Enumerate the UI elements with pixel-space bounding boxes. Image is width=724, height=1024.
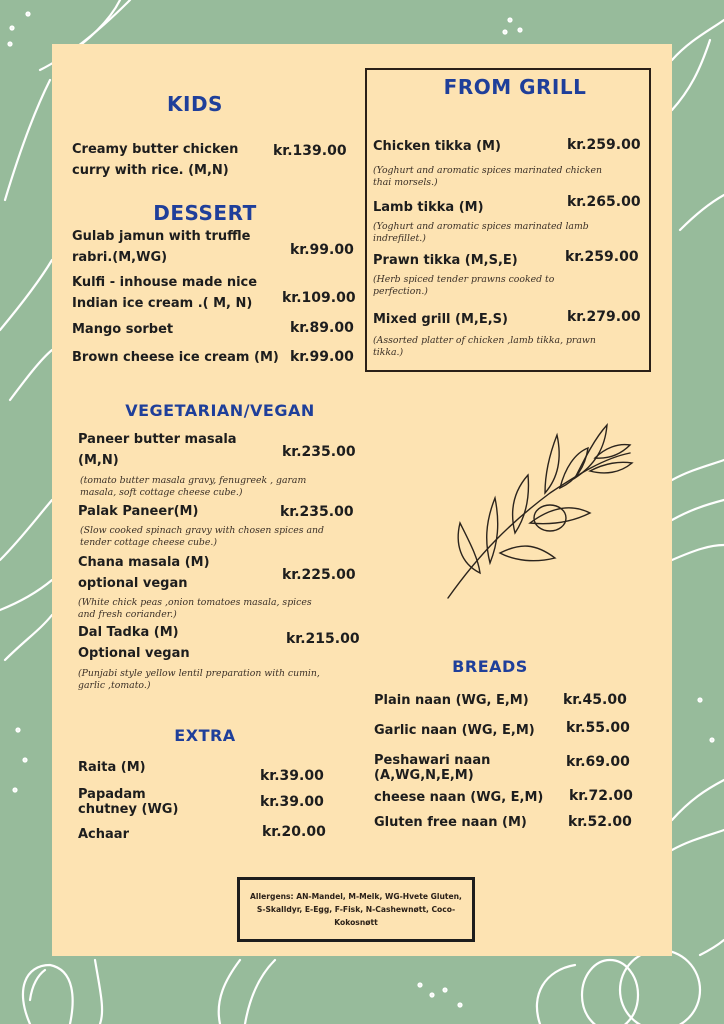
menu-item-name: Gulab jamun with truffle rabri.(M,WG) <box>72 229 251 265</box>
menu-item-price: kr.109.00 <box>282 290 356 306</box>
menu-item-description: (Herb spiced tender prawns cooked to perfection.) <box>373 274 555 297</box>
menu-item-price: kr.225.00 <box>282 567 356 583</box>
menu-item-name: Garlic naan (WG, E,M) <box>374 723 535 738</box>
menu-item-price: kr.89.00 <box>290 320 354 336</box>
menu-item-name: Brown cheese ice cream (M) <box>72 350 279 365</box>
menu-item-description: (Slow cooked spinach gravy with chosen spices and tender cottage cheese cube.) <box>80 525 324 548</box>
menu-item-name: Peshawari naan (A,WG,N,E,M) <box>374 753 491 783</box>
menu-item-name: Mixed grill (M,E,S) <box>373 312 508 327</box>
allergens-text: Allergens: AN-Mandel, M-Melk, WG-Hvete Gluten, S-Skalldyr, E-Egg, F-Fisk, N-Cashewnøtt, Coco-Kokosnøtt <box>250 892 462 927</box>
menu-item-description: (Yoghurt and aromatic spices marinated lamb indrefillet.) <box>373 221 589 244</box>
menu-item-price: kr.215.00 <box>286 631 360 647</box>
menu-item-price: kr.69.00 <box>566 754 630 770</box>
menu-item-price: kr.259.00 <box>567 137 641 153</box>
menu-item-name: Lamb tikka (M) <box>373 200 484 215</box>
menu-item-name: Achaar <box>78 827 129 842</box>
menu-item-name: Gluten free naan (M) <box>374 815 527 830</box>
breads-heading: BREADS <box>452 657 528 676</box>
menu-item-price: kr.99.00 <box>290 242 354 258</box>
menu-item-name: Raita (M) <box>78 760 146 775</box>
menu-item-description: (Assorted platter of chicken ,lamb tikka, prawn tikka.) <box>373 335 596 358</box>
menu-item-name: Plain naan (WG, E,M) <box>374 693 529 708</box>
menu-item-price: kr.20.00 <box>262 824 326 840</box>
menu-item-name: Mango sorbet <box>72 322 174 337</box>
menu-item-name: Chana masala (M) optional vegan <box>78 555 210 591</box>
menu-item-description: (White chick peas ,onion tomatoes masala, spices and fresh coriander.) <box>78 597 312 620</box>
menu-item-name: Dal Tadka (M) Optional vegan <box>78 625 190 661</box>
menu-item-name: Palak Paneer(M) <box>78 504 199 519</box>
menu-item-description: (Punjabi style yellow lentil preparation with cumin, garlic ,tomato.) <box>78 668 320 691</box>
kids-heading: KIDS <box>167 92 223 116</box>
menu-item-price: kr.39.00 <box>260 768 324 784</box>
menu-item-price: kr.99.00 <box>290 349 354 365</box>
menu-item-name: Prawn tikka (M,S,E) <box>373 253 518 268</box>
menu-item-price: kr.139.00 <box>273 143 347 159</box>
menu-item-price: kr.55.00 <box>566 720 630 736</box>
menu-item-price: kr.265.00 <box>567 194 641 210</box>
extra-heading: EXTRA <box>174 726 236 745</box>
dessert-heading: DESSERT <box>153 201 257 225</box>
menu-item-price: kr.235.00 <box>282 444 356 460</box>
menu-item-price: kr.259.00 <box>565 249 639 265</box>
olive-branch-icon <box>440 413 640 603</box>
menu-item-name: Chicken tikka (M) <box>373 139 501 154</box>
menu-item-price: kr.45.00 <box>563 692 627 708</box>
menu-item-price: kr.72.00 <box>569 788 633 804</box>
menu-item-price: kr.39.00 <box>260 794 324 810</box>
menu-item-name: Paneer butter masala (M,N) <box>78 432 237 468</box>
menu-item-price: kr.235.00 <box>280 504 354 520</box>
menu-item-name: Kulfi - inhouse made nice Indian ice cream .( M, N) <box>72 275 258 311</box>
vegetarian-heading: VEGETARIAN/VEGAN <box>125 401 315 420</box>
menu-item-price: kr.279.00 <box>567 309 641 325</box>
menu-item-description: (tomato butter masala gravy, fenugreek , garam masala, soft cottage cheese cube.) <box>80 475 307 498</box>
menu-item-name: Papadam chutney (WG) <box>78 787 179 817</box>
menu-item-price: kr.52.00 <box>568 814 632 830</box>
grill-heading: FROM GRILL <box>443 75 587 99</box>
menu-item-name: Creamy butter chicken curry with rice. (M,N) <box>72 142 239 178</box>
allergens-box <box>237 877 475 942</box>
menu-item-description: (Yoghurt and aromatic spices marinated chicken thai morsels.) <box>373 165 602 188</box>
menu-item-name: cheese naan (WG, E,M) <box>374 790 544 805</box>
